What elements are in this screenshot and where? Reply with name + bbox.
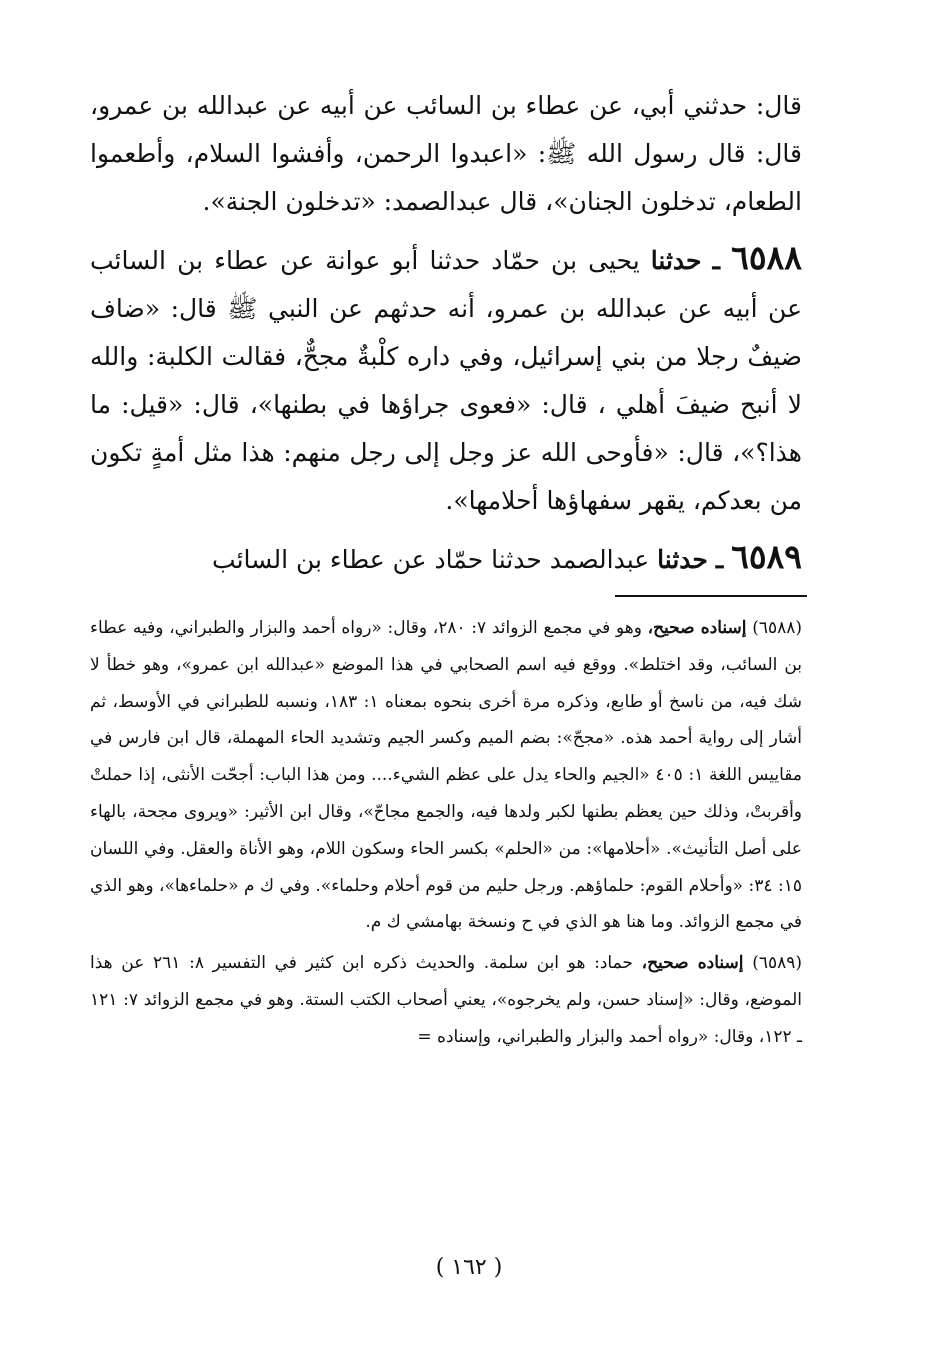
intro-paragraph: قال: حدثني أبي، عن عطاء بن السائب عن أبيه عن عبدالله بن عمرو، قال: قال رسول الله ﷺ: «اعبدوا الرحمن، وأفشوا السلام، وأطعموا الطعام، تدخلون الجنان»، قال عبدالصمد: «تدخلون الجنة». — [90, 91, 802, 216]
isnad-grade: إسناده صحيح، — [641, 953, 744, 974]
footnote-number: (٦٥٨٩) — [752, 953, 803, 974]
footnote-separator — [615, 595, 807, 597]
isnad-grade: إسناده صحيح، — [647, 618, 747, 638]
footnote-text: حماد: هو ابن سلمة. والحديث ذكره ابن كثير في التفسير ٨: ٢٦١ عن هذا الموضع، وقال: «إسناد حسن، ولم يخرجوه»، يعني أصحاب الكتب الستة. وهو في مجمع الزوائد ٧: ١٢١ ـ ١٢٢، وقال: «رواه أحمد والبزار والطبراني، وإسناده = — [90, 953, 802, 1047]
footnotes — [90, 610, 802, 1056]
page-number: ( ١٦٢ ) — [435, 1255, 503, 1280]
haddathana-word: حدثنا — [650, 246, 702, 275]
footnote-number: (٦٥٨٨) — [752, 618, 803, 638]
haddathana-word: حدثنا — [657, 545, 708, 574]
hadith-6588 — [90, 234, 802, 525]
footnote-6588 — [90, 610, 802, 941]
hadith-number: ٦٥٨٩ — [731, 537, 802, 576]
hadith-number: ٦٥٨٨ — [731, 238, 803, 277]
footnote-text: وهو في مجمع الزوائد ٧: ٢٨٠، وقال: «رواه أحمد والبزار والطبراني، وفيه عطاء بن السائب، وقد اختلط». ووقع فيه اسم الصحابي في هذا الموضع «عبدالله ابن عمرو»، وهو خطأ لا شك فيه، من ناسخ أو طابع، وذكره مرة أخرى بنحوه بمعناه ١: ١٨٣، ونسبه للطبراني في الأوسط، ثم أشار إلى رواية أحمد هذه. «مجحّ»: بضم الميم وكسر الجيم وتشديد الحاء المهملة، قال ابن فارس في مقاييس اللغة ١: ٤٠٥ «الجيم والحاء يدل على عظم الشيء.... ومن هذا الباب: أجحّت الأنثى، إذا حملتْ وأقربتْ، وذلك حين يعظم بطنها لكبر ولدها فيه، والجمع مجاحّ»، وقال ابن الأثير: «ويروى مجحة، بالهاء على أصل التأنيث». «أحلامها»: من «الحلم» بكسر الحاء وسكون اللام، وهو الأناة والعقل. وفي اللسان ١٥: ٣٤: «وأحلام القوم: حلماؤهم. ورجل حليم من قوم أحلام وحلماء». وفي ك م «حلماءها»، وهو الذي في مجمع الزوائد. وما هنا هو الذي في ح ونسخة بهامشي ك م. — [90, 618, 802, 933]
hadith-dash: ـ — [712, 246, 720, 275]
hadith-dash: ـ — [715, 545, 724, 574]
hadith-6589 — [90, 533, 802, 584]
hadith-text: عبدالصمد حدثنا حمّاد عن عطاء بن السائب — [212, 545, 650, 574]
main-text — [90, 82, 802, 584]
hadith-text: يحيى بن حمّاد حدثنا أبو عوانة عن عطاء بن السائب عن أبيه عن عبدالله بن عمرو، أنه حدثهم عن النبي ﷺ قال: «ضاف ضيفٌ رجلا من بني إسرائيل، وفي داره كلْبةٌ مجحٌّ، فقالت الكلبة: والله لا أنبح ضيفَ أهلي ، قال: «فعوى جراؤها في بطنها»، قال: «قيل: ما هذا؟»، قال: «فأوحى الله عز وجل إلى رجل منهم: هذا مثل أمةٍ تكون من بعدكم، يقهر سفهاؤها أحلامها». — [90, 246, 802, 515]
footnote-6589 — [90, 945, 802, 1055]
